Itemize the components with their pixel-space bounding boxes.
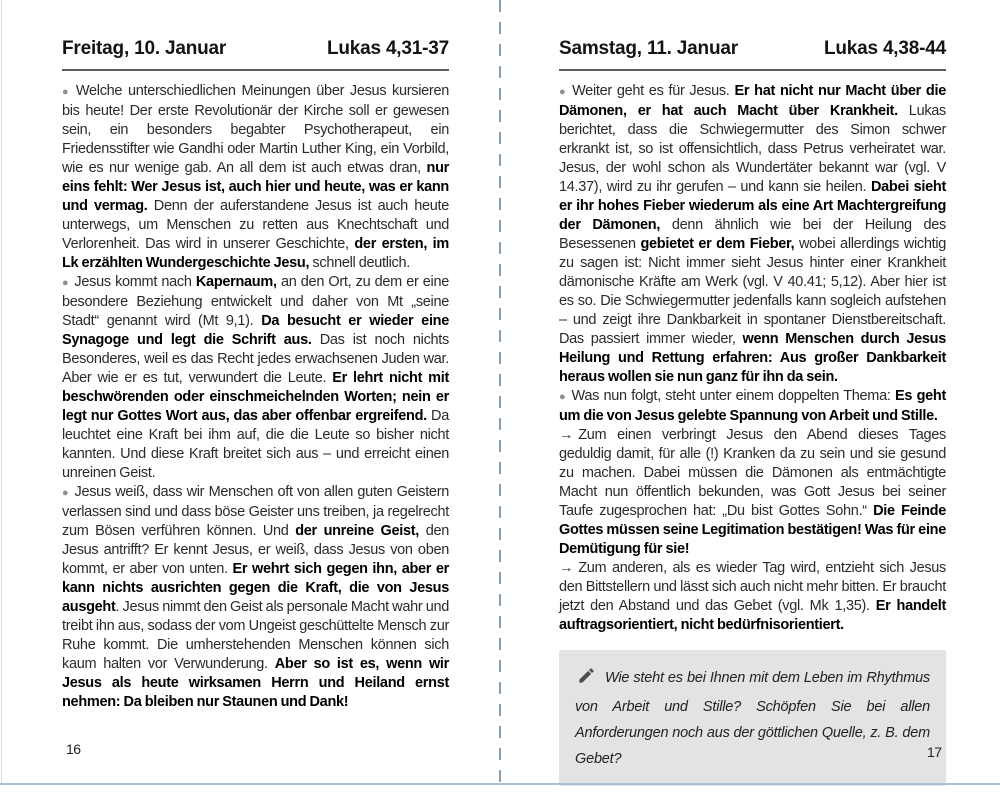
text-run: Weiter geht es für Jesus.: [572, 83, 735, 99]
paragraph: [559, 426, 946, 559]
page-number-right: 17: [927, 744, 942, 760]
text-run: Da leuchtet eine Kraft bei ihm auf, die die Leute so bisher nicht kannten. Und diese Kraft breitet sich aus – und erreicht einen unreinen Geist.: [62, 408, 449, 481]
text-run: Zum anderen, als es wieder Tag wird, entzieht sich Jesus den Bittstellern und lässt sich auch nicht mehr bitten. Er braucht jetzt den Abstand und das Gebet (vgl. Mk 1,35).: [559, 560, 946, 614]
reflection-text: Wie steht es bei Ihnen mit dem Leben im Rhythmus von Arbeit und Stille? Schöpfen Sie bei allen Anforderungen noch aus der göttlichen Quelle, z. B. dem Gebet?: [575, 670, 930, 767]
text-run: Was nun folgt, steht unter einem doppelten Thema:: [571, 388, 896, 404]
text-run: Das ist noch nichts Besonderes, weil es das Recht jedes erwachsenen Juden war. Aber wie er es tut, verwundert die Leute.: [62, 332, 449, 386]
text-run: an den Ort, zu dem er eine besondere Beziehung entwickelt und daher von Mt „seine Stadt“ genannt wird (Mt 9,1).: [62, 274, 449, 329]
paragraph: [62, 483, 449, 712]
paragraph: [559, 82, 946, 387]
arrow-marker-icon: →: [559, 560, 574, 576]
bullet-marker-icon: ●: [62, 487, 70, 499]
text-run: Lukas berichtet, dass die Schwiegermutter des Simon schwer erkrankt ist, so ist offensichtlich, dass Petrus verheiratet war. Jesus, der wohl schon als Wundertäter bekannt war (vgl. V 14.37), wird zu ihr gerufen – und kann sie heilen.: [559, 103, 947, 195]
text-run: Er wehrt sich gegen ihn, aber er kann nichts ausrichten gegen die Kraft, die von Jesus ausgeht: [62, 561, 449, 615]
reflection-box: [559, 650, 946, 786]
bullet-marker-icon: ●: [559, 86, 568, 98]
text-run: Es geht um die von Jesus gelebte Spannung von Arbeit und Stille.: [559, 388, 946, 424]
text-run: wenn Menschen durch Jesus Heilung und Rettung erfahren: Aus großer Dankbarkeit heraus wollen sie nun ganz für ihn da sein.: [559, 331, 946, 385]
text-run: Aber so ist es, wenn wir Jesus als heute wirksamen Herrn und Heiland ernst nehmen: Da bleiben nur Staunen und Dank!: [62, 656, 449, 710]
text-run: Jesus kommt nach: [74, 274, 196, 290]
text-run: Zum einen verbringt Jesus den Abend dieses Tages geduldig damit, für alle (!) Kranken da zu sein und sie gesund zu machen. Dabei müssen die Dämonen als entmächtigte Macht nun öffentlich bekunden, was Gott Jesus bei seiner Taufe zugesprochen hat: „Du bist Gottes Sohn.“: [559, 427, 946, 519]
page-left-edge: [1, 0, 2, 783]
page-right: [559, 38, 946, 786]
text-run: . Jesus nimmt den Geist als personale Macht wahr und treibt ihn aus, sodass der vom Ungeist geschüttelte Mensch zur Ruhe kommt. Die umherstehenden Menschen können sich kaum halten vor Verwunderung.: [62, 599, 449, 672]
page-bottom-edge: [0, 783, 1000, 785]
text-run: schnell deutlich.: [309, 255, 411, 271]
text-run: der ersten, im Lk erzählten Wundergeschichte Jesu,: [62, 236, 449, 271]
text-run: wobei allerdings wichtig zu sagen ist: Nicht immer sieht Jesus hinter einer Krankheit dämonische Kräfte am Werk (vgl. V 40.41; 5,12). Aber hier ist es so. Die Schwiegermutter jedenfalls kann sogleich aufstehen – und zeigt ihre Dankbarkeit in spontaner Dienstbereitschaft. Das passiert immer wieder,: [559, 236, 947, 347]
date-label: Samstag, 11. Januar: [559, 38, 738, 59]
paragraph: [62, 273, 449, 483]
text-run: Jesus weiß, dass wir Menschen oft von allen guten Geistern verlassen sind und dass böse Geister uns treiben, ja regelrecht zum Bösen verführen können. Und: [62, 484, 449, 539]
passage-label: Lukas 4,38-44: [823, 38, 946, 59]
bullet-marker-icon: ●: [62, 277, 70, 289]
text-run: Da besucht er wieder eine Synagoge und legt die Schrift aus.: [62, 313, 449, 348]
text-run: Dabei sieht er ihr hohes Fieber wiederum als eine Art Machtergreifung der Dämonen,: [559, 179, 946, 233]
text-run: den Jesus antrifft? Er kennt Jesus, er weiß, dass Jesus von oben kommt, er aber von unten.: [62, 523, 449, 577]
text-run: denn ähnlich wie bei der Heilung des Besessenen: [559, 217, 947, 252]
text-run: Er handelt auftragsorientiert, nicht bedürfnisorientiert.: [559, 598, 946, 633]
center-gutter-dashed-divider: [499, 0, 501, 783]
text-run: gebietet er dem Fieber,: [640, 236, 795, 252]
text-run: der unreine Geist,: [295, 523, 420, 539]
page-left: [62, 38, 449, 712]
arrow-marker-icon: →: [559, 427, 574, 443]
text-column-left: [62, 82, 449, 712]
text-run: Er hat nicht nur Macht über die Dämonen, er hat auch Macht über Krankheit.: [559, 83, 946, 119]
paragraph: [559, 387, 946, 426]
text-run: nur eins fehlt: Wer Jesus ist, auch hier und heute, was er kann und vermag.: [62, 160, 449, 214]
text-run: Kapernaum,: [195, 274, 277, 290]
bullet-marker-icon: ●: [62, 86, 71, 98]
paragraph: [559, 559, 946, 635]
page-header-left: [62, 38, 449, 71]
passage-label: Lukas 4,31-37: [326, 38, 449, 59]
page-header-right: [559, 38, 946, 71]
bullet-marker-icon: ●: [559, 391, 567, 403]
text-column-right: [559, 82, 946, 635]
text-run: Denn der auferstandene Jesus ist auch heute unterwegs, um Menschen zu retten aus Knechtschaft und Verlorenheit. Das wird in unserer Geschichte,: [62, 198, 449, 252]
text-run: Die Feinde Gottes müssen seine Legitimation bestätigen! Was für eine Demütigung für sie!: [559, 503, 947, 557]
text-run: Welche unterschiedlichen Meinungen über Jesus kursieren bis heute! Der erste Revolutionär der Kirche soll er gewesen sein, ein besonders begabter Psychotherapeut, ein Friedensstifter wie Gandhi oder Martin Luther King, ein Vorbild, wie es nur wenige gab. An all dem ist auch etwas dran,: [62, 83, 449, 176]
text-run: Er lehrt nicht mit beschwörenden oder einschmeichelnden Worten; nein er legt nur Gottes Wort aus, das aber offenbar ergreifend.: [62, 370, 450, 424]
paragraph: [62, 82, 449, 273]
pencil-icon: [577, 666, 596, 694]
date-label: Freitag, 10. Januar: [62, 38, 227, 59]
page-number-left: 16: [66, 741, 81, 757]
